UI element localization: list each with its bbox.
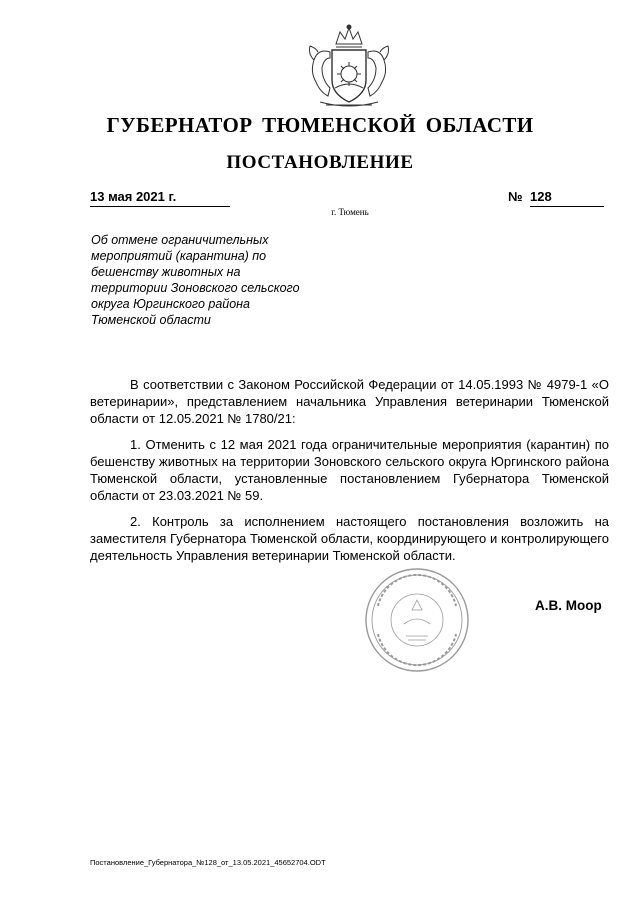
issuing-authority: ГУБЕРНАТОР ТЮМЕНСКОЙ ОБЛАСТИ — [106, 113, 534, 137]
signer-name: А.В. Моор — [535, 598, 602, 613]
item-1-paragraph: 1. Отменить с 12 мая 2021 года ограничительные мероприятия (карантин) по бешенству животных на территории Зоновского сельского округа Юргинского района Тюменской области, установленные постановлением Губернатора Тюменской области от 23.03.2021 № 59. — [90, 437, 609, 503]
official-stamp-icon — [362, 566, 472, 674]
document-date: 13 мая 2021 г. — [90, 189, 230, 207]
document-type: ПОСТАНОВЛЕНИЕ — [226, 152, 414, 173]
number-sign: № — [508, 189, 523, 204]
item-2-paragraph: 2. Контроль за исполнением настоящего постановления возложить на заместителя Губернатора Тюменской области, координирующего и контролирующего деятельность Управления ветеринарии Тюменской области. — [90, 514, 609, 563]
preamble-paragraph: В соответствии с Законом Российской Федерации от 14.05.1993 № 4979-1 «О ветеринарии», представлением начальника Управления ветеринарии Тюменской области от 12.05.2021 № 1780/21: — [90, 377, 609, 426]
footer-filename: Постановление_Губернатора_№128_от_13.05.2021_45652704.ODT — [90, 858, 326, 867]
document-city: г. Тюмень — [331, 207, 369, 217]
document-body — [90, 376, 609, 573]
document-number: 128 — [530, 189, 604, 207]
document-subject: Об отмене ограничительных мероприятий (карантина) по бешенству животных на территории Зоновского сельского округа Юргинского района Тюменской области — [91, 233, 300, 327]
tyumen-coat-of-arms-icon — [300, 22, 398, 108]
